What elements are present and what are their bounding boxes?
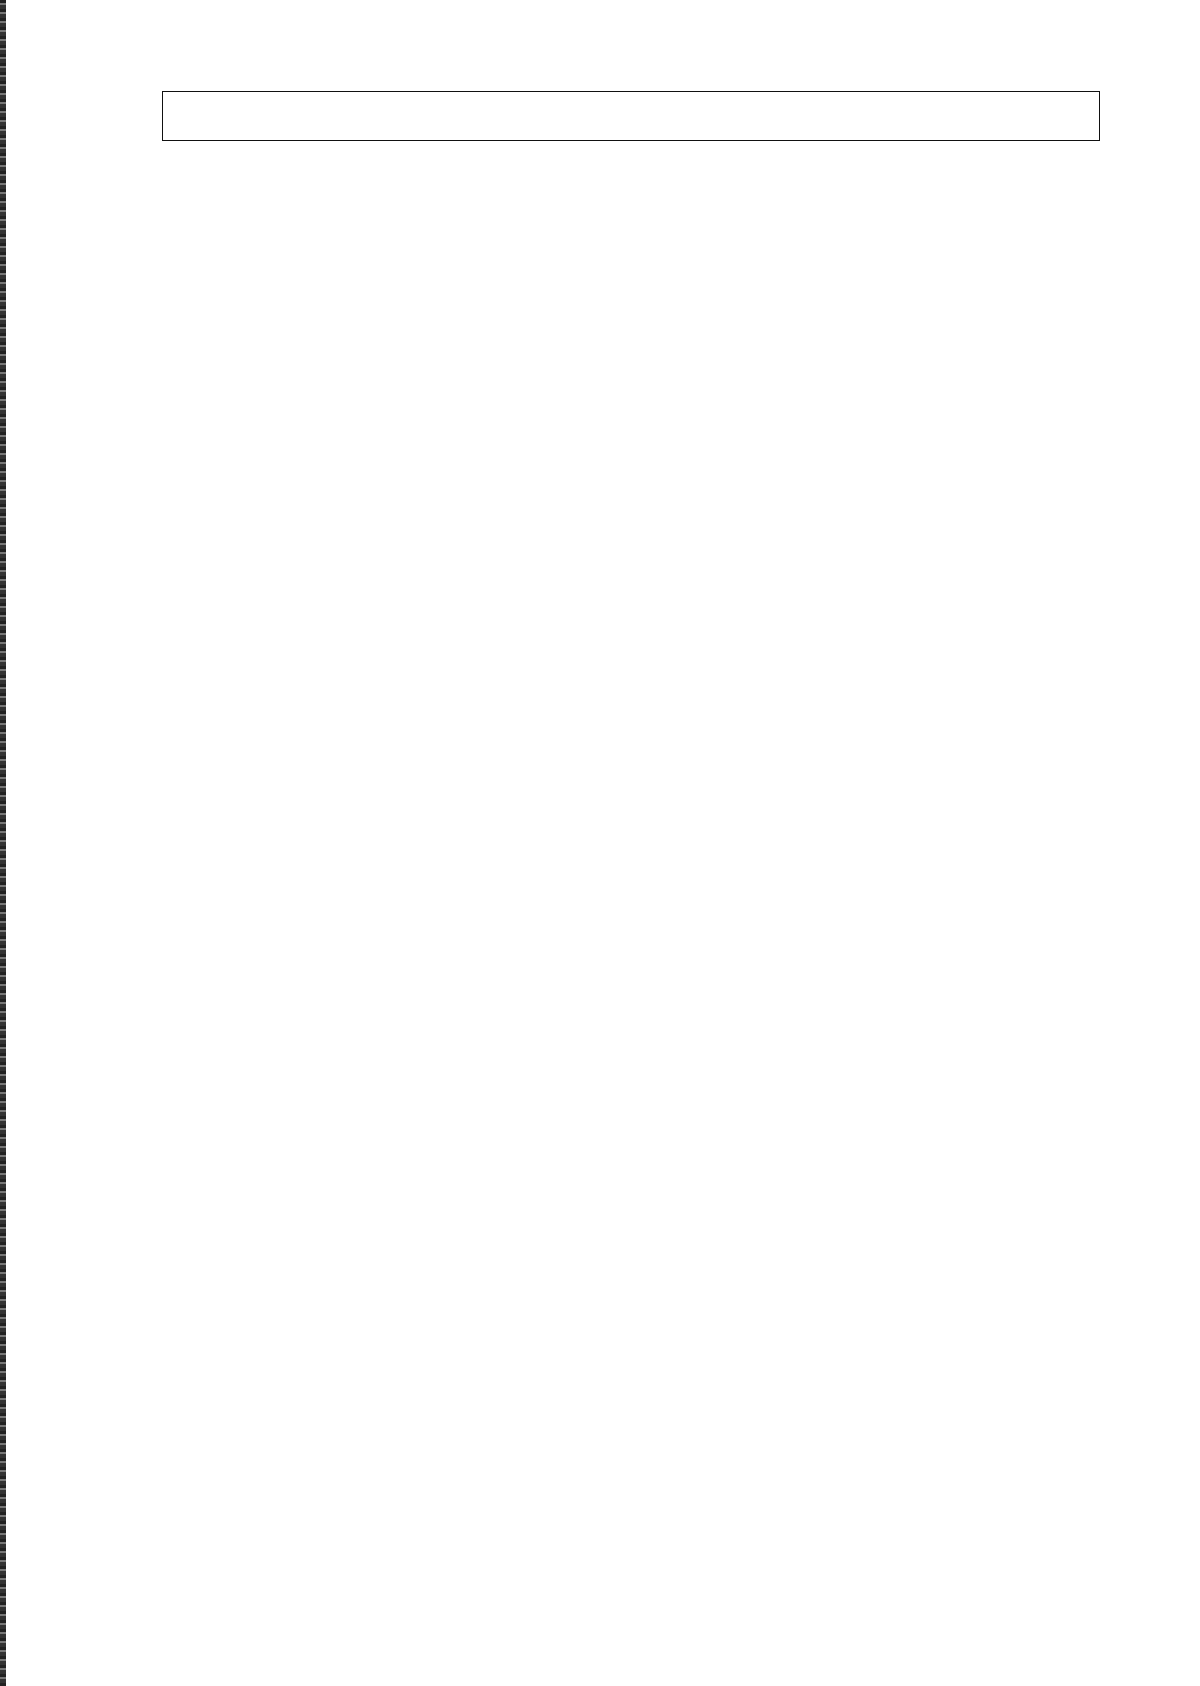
section-header (163, 92, 1100, 141)
tariff-table-section (163, 92, 1100, 141)
section-header-row (163, 92, 1100, 141)
scan-edge (0, 0, 6, 1686)
tariff-table (162, 91, 1100, 141)
